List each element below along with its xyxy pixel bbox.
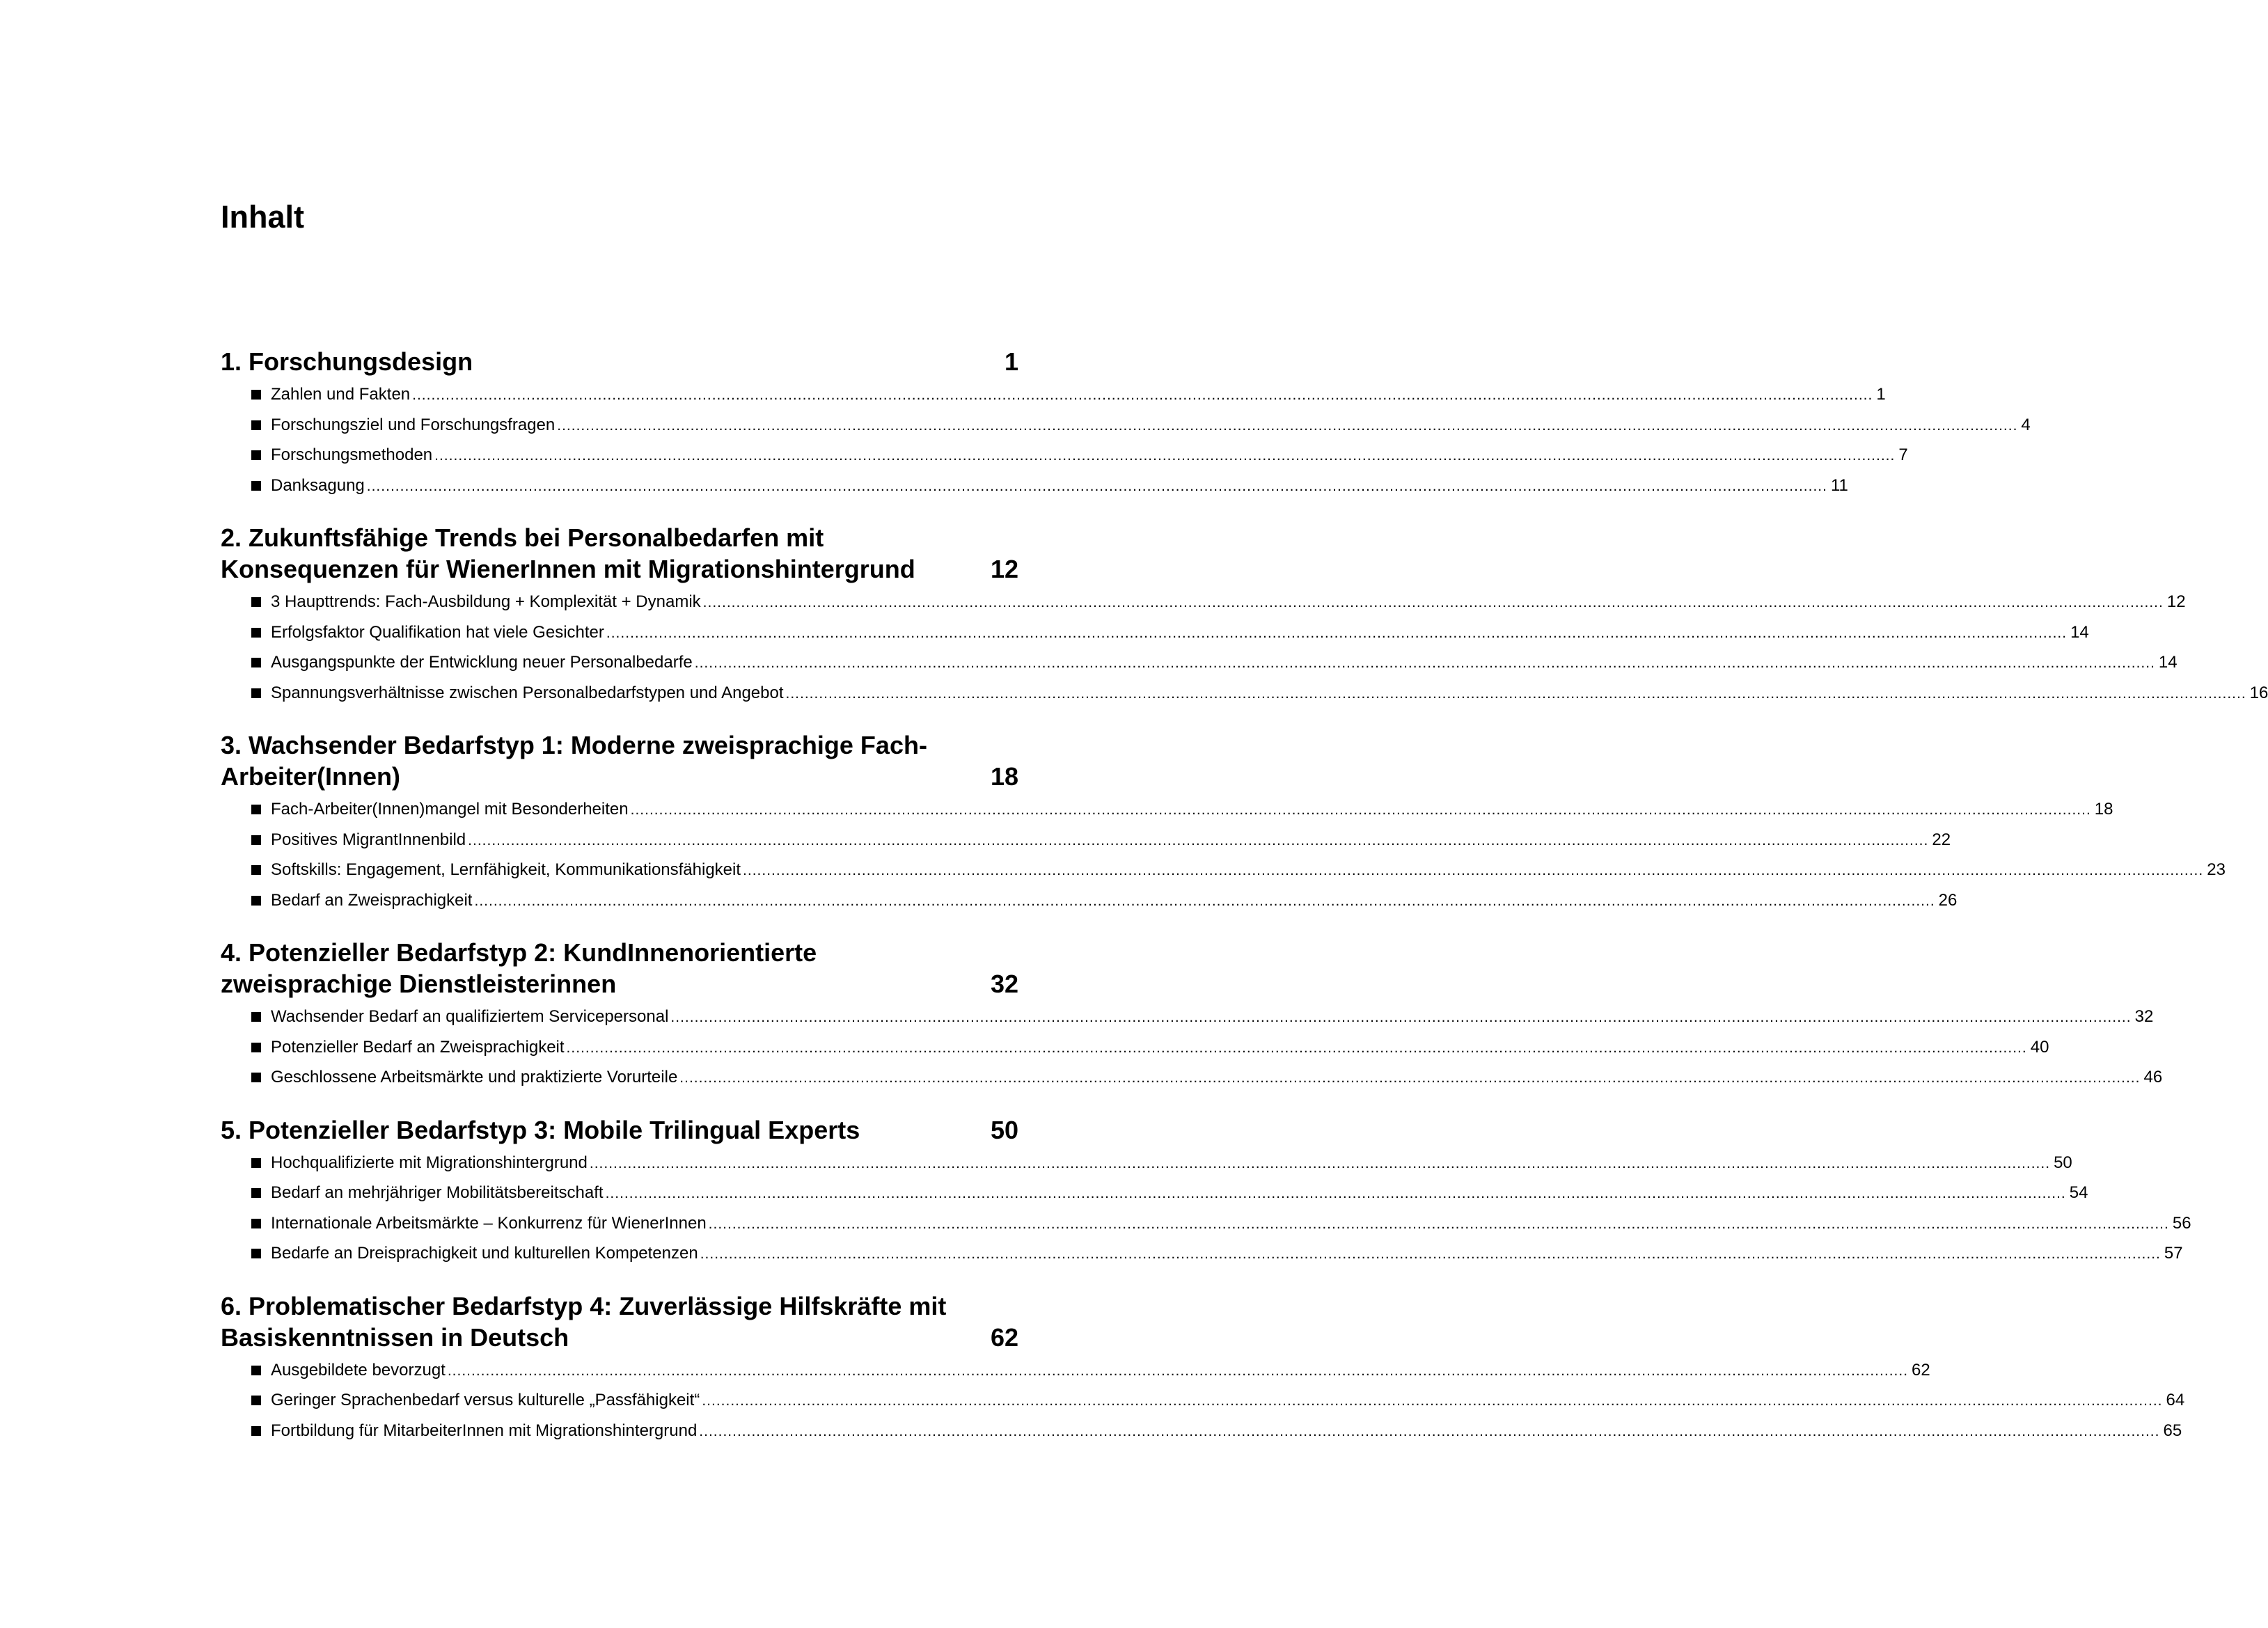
dot-leader: ................................................................................................................................................................................................................................................................................................................... (699, 1423, 2160, 1439)
dot-leader: ................................................................................................................................................................................................................................................................................................................... (557, 417, 2018, 434)
square-bullet-icon (251, 481, 261, 491)
dot-leader: ................................................................................................................................................................................................................................................................................................................... (589, 1155, 2051, 1171)
square-bullet-icon (251, 1219, 261, 1228)
toc-entry-link[interactable] (221, 794, 2113, 825)
entry-title: Positives MigrantInnenbild (271, 830, 466, 849)
toc-entry-link[interactable] (221, 1385, 2185, 1416)
toc-entry-link[interactable] (221, 1178, 2088, 1208)
toc-entry-link[interactable] (221, 885, 1958, 916)
toc-chapter (221, 522, 2268, 708)
chapter-page-number: 32 (990, 970, 1018, 998)
square-bullet-icon (251, 1366, 261, 1375)
square-bullet-icon (251, 1426, 261, 1436)
square-bullet-icon (251, 805, 261, 814)
entry-title: Potenzieller Bedarf an Zweisprachigkeit (271, 1037, 565, 1057)
dot-leader: ................................................................................................................................................................................................................................................................................................................... (700, 1246, 2161, 1262)
dot-leader: ................................................................................................................................................................................................................................................................................................................... (702, 594, 2164, 610)
chapter-title: 3. Wachsender Bedarfstyp 1: Moderne zweisprachige Fach-Arbeiter(Innen) (221, 731, 927, 791)
entry-title: Wachsender Bedarf an qualifiziertem Servicepersonal (271, 1007, 669, 1026)
entry-page-number: 18 (2094, 800, 2113, 819)
dot-leader: ................................................................................................................................................................................................................................................................................................................... (694, 655, 2155, 671)
dot-leader: ................................................................................................................................................................................................................................................................................................................... (630, 802, 2091, 818)
dot-leader: ................................................................................................................................................................................................................................................................................................................... (412, 387, 1873, 403)
dot-leader: ................................................................................................................................................................................................................................................................................................................... (468, 832, 1929, 848)
chapter-page-number: 50 (990, 1115, 1018, 1144)
entry-title: Danksagung (271, 475, 365, 495)
chapter-title: 1. Forschungsdesign (221, 347, 473, 376)
entry-title: Erfolgsfaktor Qualifikation hat viele Gesichter (271, 622, 604, 642)
toc-entry-link[interactable] (221, 647, 2178, 678)
toc-chapter (221, 346, 2031, 500)
chapter-page-number: 12 (990, 555, 1018, 583)
toc-entry-link[interactable] (221, 678, 2268, 709)
entry-page-number: 1 (1876, 385, 1886, 404)
toc-entry-link[interactable] (221, 410, 2031, 441)
chapter-page-number: 62 (990, 1322, 1018, 1352)
entry-page-number: 46 (2143, 1068, 2163, 1086)
chapter-heading-link[interactable] (221, 937, 1018, 999)
entry-title: Ausgebildete bevorzugt (271, 1360, 446, 1380)
entry-title: Bedarf an Zweisprachigkeit (271, 890, 473, 910)
entry-title: Hochqualifizierte mit Migrationshintergrund (271, 1153, 588, 1172)
toc-entry-link[interactable] (221, 1238, 2183, 1269)
entry-title: Softskills: Engagement, Lernfähigkeit, Kommunikationsfähigkeit (271, 860, 741, 879)
entry-title: Fortbildung für MitarbeiterInnen mit Migrationshintergrund (271, 1421, 698, 1440)
entry-page-number: 54 (2069, 1183, 2088, 1202)
toc-entry-link[interactable] (221, 617, 2089, 648)
entry-title: Ausgangspunkte der Entwicklung neuer Personalbedarfe (271, 653, 693, 672)
square-bullet-icon (251, 1249, 261, 1258)
toc-entry-link[interactable] (221, 471, 1848, 501)
entry-title: Bedarfe an Dreisprachigkeit und kulturellen Kompetenzen (271, 1244, 698, 1263)
square-bullet-icon (251, 420, 261, 430)
square-bullet-icon (251, 688, 261, 698)
square-bullet-icon (251, 658, 261, 667)
toc-entry-link[interactable] (221, 1355, 1930, 1386)
table-of-contents (221, 346, 2268, 1467)
dot-leader: ................................................................................................................................................................................................................................................................................................................... (605, 1185, 2066, 1201)
entry-page-number: 16 (2249, 683, 2268, 702)
entry-page-number: 14 (2070, 622, 2089, 642)
dot-leader: ................................................................................................................................................................................................................................................................................................................... (785, 685, 2246, 702)
dot-leader: ................................................................................................................................................................................................................................................................................................................... (702, 1393, 2163, 1409)
chapter-title: 2. Zukunftsfähige Trends bei Personalbedarfen mit Konsequenzen für WienerInnen mit Migrationshintergrund (221, 523, 915, 583)
entry-page-number: 40 (2030, 1037, 2049, 1057)
entry-page-number: 57 (2164, 1244, 2183, 1263)
entry-title: Geschlossene Arbeitsmärkte und praktizierte Vorurteile (271, 1068, 678, 1086)
entry-page-number: 62 (1912, 1360, 1930, 1380)
square-bullet-icon (251, 450, 261, 460)
dot-leader: ................................................................................................................................................................................................................................................................................................................... (743, 862, 2204, 878)
square-bullet-icon (251, 835, 261, 845)
entry-page-number: 14 (2158, 653, 2178, 672)
chapter-heading-link[interactable] (221, 346, 1018, 377)
entry-page-number: 11 (1830, 475, 1848, 495)
toc-entry-link[interactable] (221, 855, 2226, 885)
entry-title: Geringer Sprachenbedarf versus kulturelle „Passfähigkeit“ (271, 1391, 700, 1409)
dot-leader: ................................................................................................................................................................................................................................................................................................................... (708, 1215, 2169, 1232)
square-bullet-icon (251, 1396, 261, 1405)
toc-entry-link[interactable] (221, 1416, 2182, 1446)
dot-leader: ................................................................................................................................................................................................................................................................................................................... (566, 1039, 2027, 1056)
square-bullet-icon (251, 1188, 261, 1198)
square-bullet-icon (251, 1012, 261, 1022)
toc-chapter (221, 1290, 2185, 1446)
chapter-heading-link[interactable] (221, 522, 1018, 585)
entry-title: Internationale Arbeitsmärkte – Konkurrenz für WienerInnen (271, 1213, 707, 1233)
entry-page-number: 26 (1938, 890, 1958, 910)
square-bullet-icon (251, 390, 261, 400)
entry-title: Bedarf an mehrjähriger Mobilitätsbereitschaft (271, 1183, 604, 1202)
toc-entry-link[interactable] (221, 1002, 2154, 1032)
page-title: Inhalt (221, 199, 304, 235)
chapter-title: 5. Potenzieller Bedarfstyp 3: Mobile Trilingual Experts (221, 1115, 860, 1144)
chapter-page-number: 1 (1004, 347, 1018, 376)
toc-chapter (221, 729, 2226, 915)
entry-page-number: 12 (2166, 592, 2186, 611)
entry-page-number: 65 (2163, 1421, 2182, 1440)
dot-leader: ................................................................................................................................................................................................................................................................................................................... (366, 477, 1827, 494)
square-bullet-icon (251, 865, 261, 875)
chapter-heading-link[interactable] (221, 1114, 1018, 1146)
entry-page-number: 64 (2166, 1391, 2185, 1409)
square-bullet-icon (251, 896, 261, 906)
toc-entry-link[interactable] (221, 1062, 2163, 1093)
square-bullet-icon (251, 1073, 261, 1082)
entry-title: Spannungsverhältnisse zwischen Personalbedarfstypen und Angebot (271, 683, 784, 702)
entry-page-number: 23 (2207, 860, 2226, 879)
entry-page-number: 4 (2021, 415, 2031, 434)
chapter-title: 4. Potenzieller Bedarfstyp 2: KundInnenorientierte zweisprachige Dienstleisterinnen (221, 938, 817, 998)
dot-leader: ................................................................................................................................................................................................................................................................................................................... (679, 1070, 2141, 1086)
toc-entry-link[interactable] (221, 440, 1908, 471)
square-bullet-icon (251, 628, 261, 638)
entry-page-number: 56 (2172, 1213, 2191, 1233)
dot-leader: ................................................................................................................................................................................................................................................................................................................... (606, 624, 2068, 641)
toc-entry-link[interactable] (221, 825, 1951, 855)
square-bullet-icon (251, 597, 261, 607)
chapter-page-number: 18 (990, 762, 1018, 791)
entry-title: Forschungsmethoden (271, 445, 433, 464)
toc-entry-link[interactable] (221, 1032, 2049, 1063)
chapter-title: 6. Problematischer Bedarfstyp 4: Zuverlässige Hilfskräfte mit Basiskenntnissen in Deutsch (221, 1291, 947, 1352)
chapter-heading-link[interactable] (221, 1290, 1018, 1353)
dot-leader: ................................................................................................................................................................................................................................................................................................................... (447, 1362, 1909, 1379)
toc-chapter (221, 937, 2163, 1093)
entry-page-number: 32 (2134, 1007, 2154, 1026)
dot-leader: ................................................................................................................................................................................................................................................................................................................... (474, 892, 1935, 909)
entry-title: Forschungsziel und Forschungsfragen (271, 415, 556, 434)
entry-page-number: 50 (2054, 1153, 2072, 1172)
toc-entry-link[interactable] (221, 587, 2186, 617)
entry-title: 3 Haupttrends: Fach-Ausbildung + Komplexität + Dynamik (271, 592, 701, 611)
entry-title: Fach-Arbeiter(Innen)mangel mit Besonderheiten (271, 800, 629, 819)
dot-leader: ................................................................................................................................................................................................................................................................................................................... (434, 448, 1896, 464)
entry-page-number: 7 (1898, 445, 1908, 464)
entry-title: Zahlen und Fakten (271, 385, 411, 404)
chapter-heading-link[interactable] (221, 729, 1018, 792)
square-bullet-icon (251, 1158, 261, 1168)
toc-entry-link[interactable] (221, 379, 1886, 410)
dot-leader: ................................................................................................................................................................................................................................................................................................................... (670, 1009, 2132, 1025)
entry-page-number: 22 (1932, 830, 1951, 849)
square-bullet-icon (251, 1043, 261, 1052)
toc-entry-link[interactable] (221, 1208, 2191, 1239)
toc-entry-link[interactable] (221, 1148, 2072, 1178)
toc-chapter (221, 1114, 2191, 1269)
